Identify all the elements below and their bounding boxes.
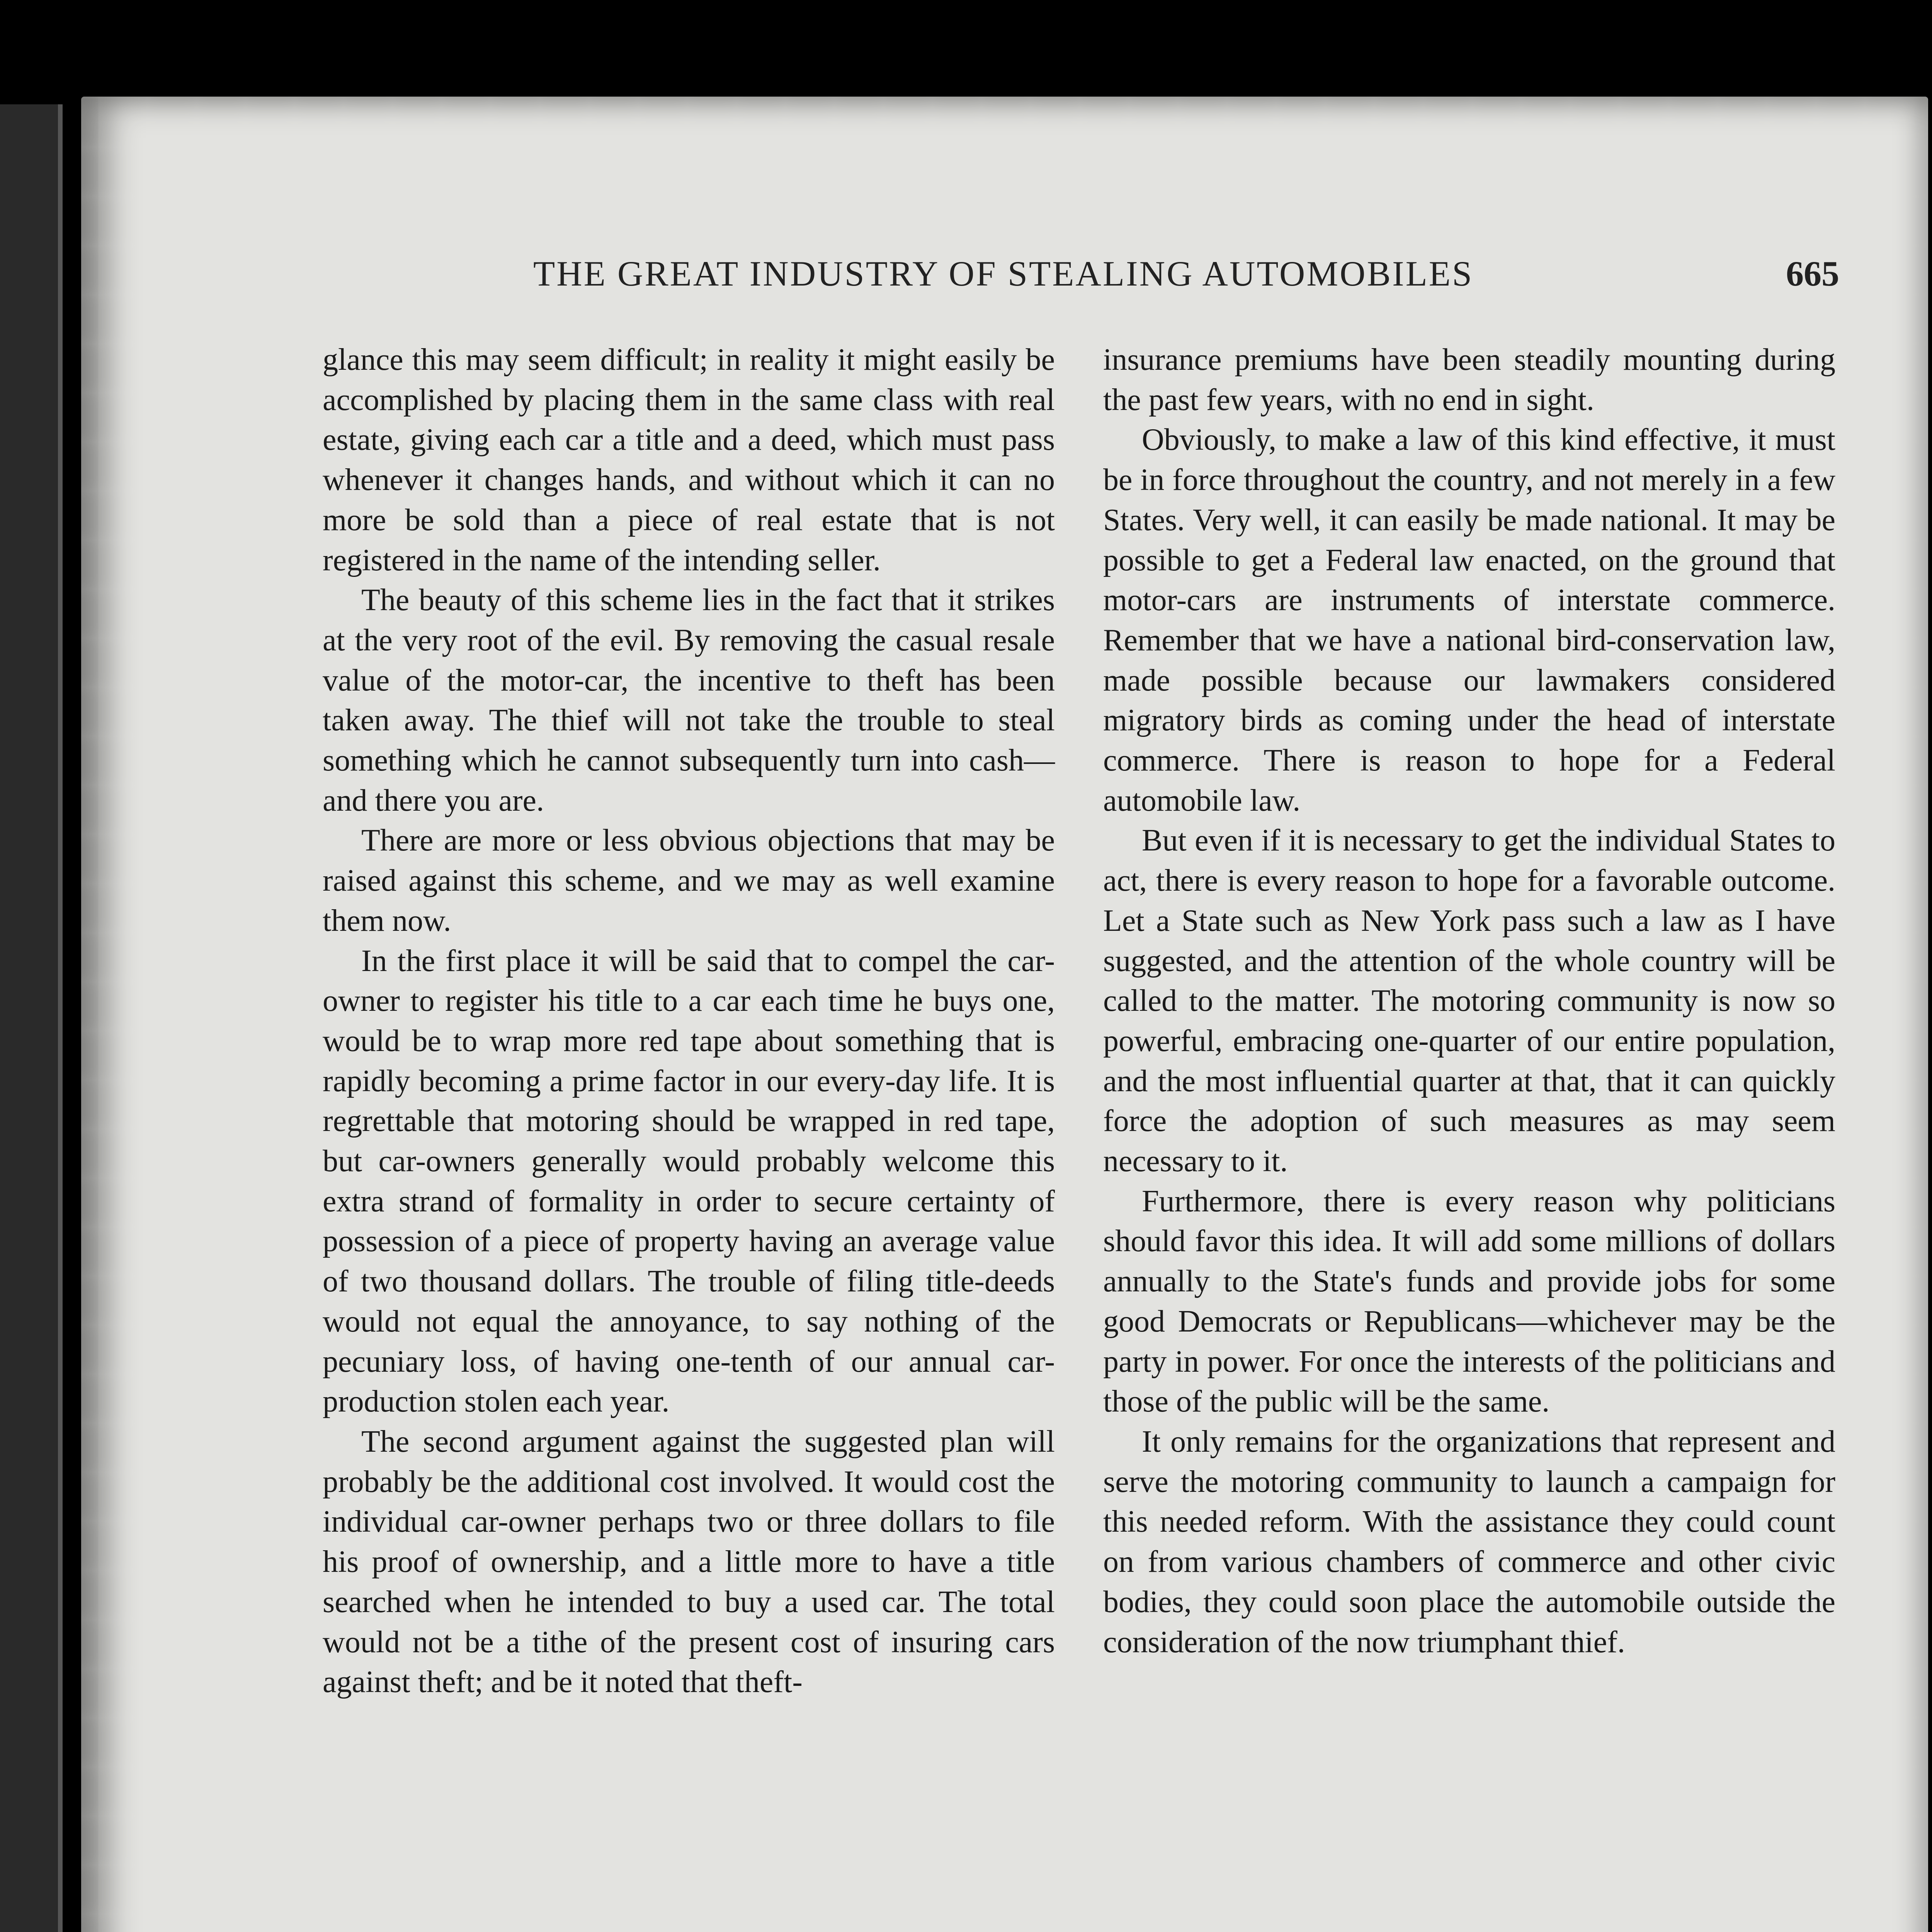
paragraph: Furthermore, there is every reason why politicians should favor this idea. It will add some millions of dollars annually to the State's funds and provide jobs for some good Democrats or Republicans—whichever may be the party in power. For once the interests of the politicians and those of the public will be the same. bbox=[1103, 1184, 1835, 1419]
right-column bbox=[1103, 340, 1835, 1662]
left-column bbox=[323, 340, 1055, 1702]
paragraph: Obviously, to make a law of this kind effective, it must be in force throughout the country, and not merely in a few States. Very well, it can easily be made national. It may be possible to get a Federal law enacted, on the ground that motor-cars are instruments of interstate commerce. Remember that we have a national bird-conservation law, made possible because our lawmakers considered migratory birds as coming under the head of interstate commerce. There is reason to hope for a Federal automobile law. bbox=[1103, 423, 1835, 818]
paragraph: In the first place it will be said that to compel the car-owner to register his title to a car each time he buys one, would be to wrap more red tape about something that is rapidly becoming a prime factor in our every-day life. It is regrettable that motoring should be wrapped in red tape, but car-owners generally would probably welcome this extra strand of formality in order to secure certainty of possession of a piece of property having an average value of two thousand dollars. The trouble of filing title-deeds would not equal the annoyance, to say nothing of the pecuniary loss, of having one-tenth of our annual car-production stolen each year. bbox=[323, 944, 1055, 1419]
running-head bbox=[332, 253, 1839, 307]
paragraph: The second argument against the suggested plan will probably be the additional cost involved. It would cost the individual car-owner perhaps two or three dollars to file his proof of ownership, and a little more to have a title searched when he intended to buy a used car. The total would not be a tithe of the present cost of insuring cars against theft; and be it noted that theft- bbox=[323, 1424, 1055, 1699]
page-number: 665 bbox=[1786, 254, 1839, 293]
paragraph: It only remains for the organizations that represent and serve the motoring community to launch a campaign for this needed reform. With the assistance they could count on from various chambers of commerce and other civic bodies, they could soon place the automobile outside the consideration of the now triumphant thief. bbox=[1103, 1424, 1835, 1659]
paragraph: glance this may seem difficult; in reality it might easily be accomplished by placing them in the same class with real estate, giving each car a title and a deed, which must pass whenever it changes hands, and without which it can no more be sold than a piece of real estate that is not registered in the name of the intending seller. bbox=[323, 343, 1055, 577]
book-spine-edge bbox=[0, 104, 63, 1932]
paragraph: There are more or less obvious objections that may be raised against this scheme, and we may as well examine them now. bbox=[323, 823, 1055, 938]
article-body bbox=[323, 340, 1837, 1932]
paragraph: insurance premiums have been steadily mounting during the past few years, with no end in sight. bbox=[1103, 343, 1835, 417]
running-head-title: THE GREAT INDUSTRY OF STEALING AUTOMOBILES bbox=[533, 254, 1474, 293]
paragraph: But even if it is necessary to get the individual States to act, there is every reason to hope for a favorable outcome. Let a State such as New York pass such a law as I have suggested, and the attention of the whole country will be called to the matter. The motoring community is now so powerful, embracing one-quarter of our entire population, and the most influential quarter at that, that it can quickly force the adoption of such measures as may seem necessary to it. bbox=[1103, 823, 1835, 1179]
paragraph: The beauty of this scheme lies in the fact that it strikes at the very root of the evil. By removing the casual resale value of the motor-car, the incentive to theft has been taken away. The thief will not take the trouble to steal something which he cannot subsequently turn into cash—and there you are. bbox=[323, 583, 1055, 818]
